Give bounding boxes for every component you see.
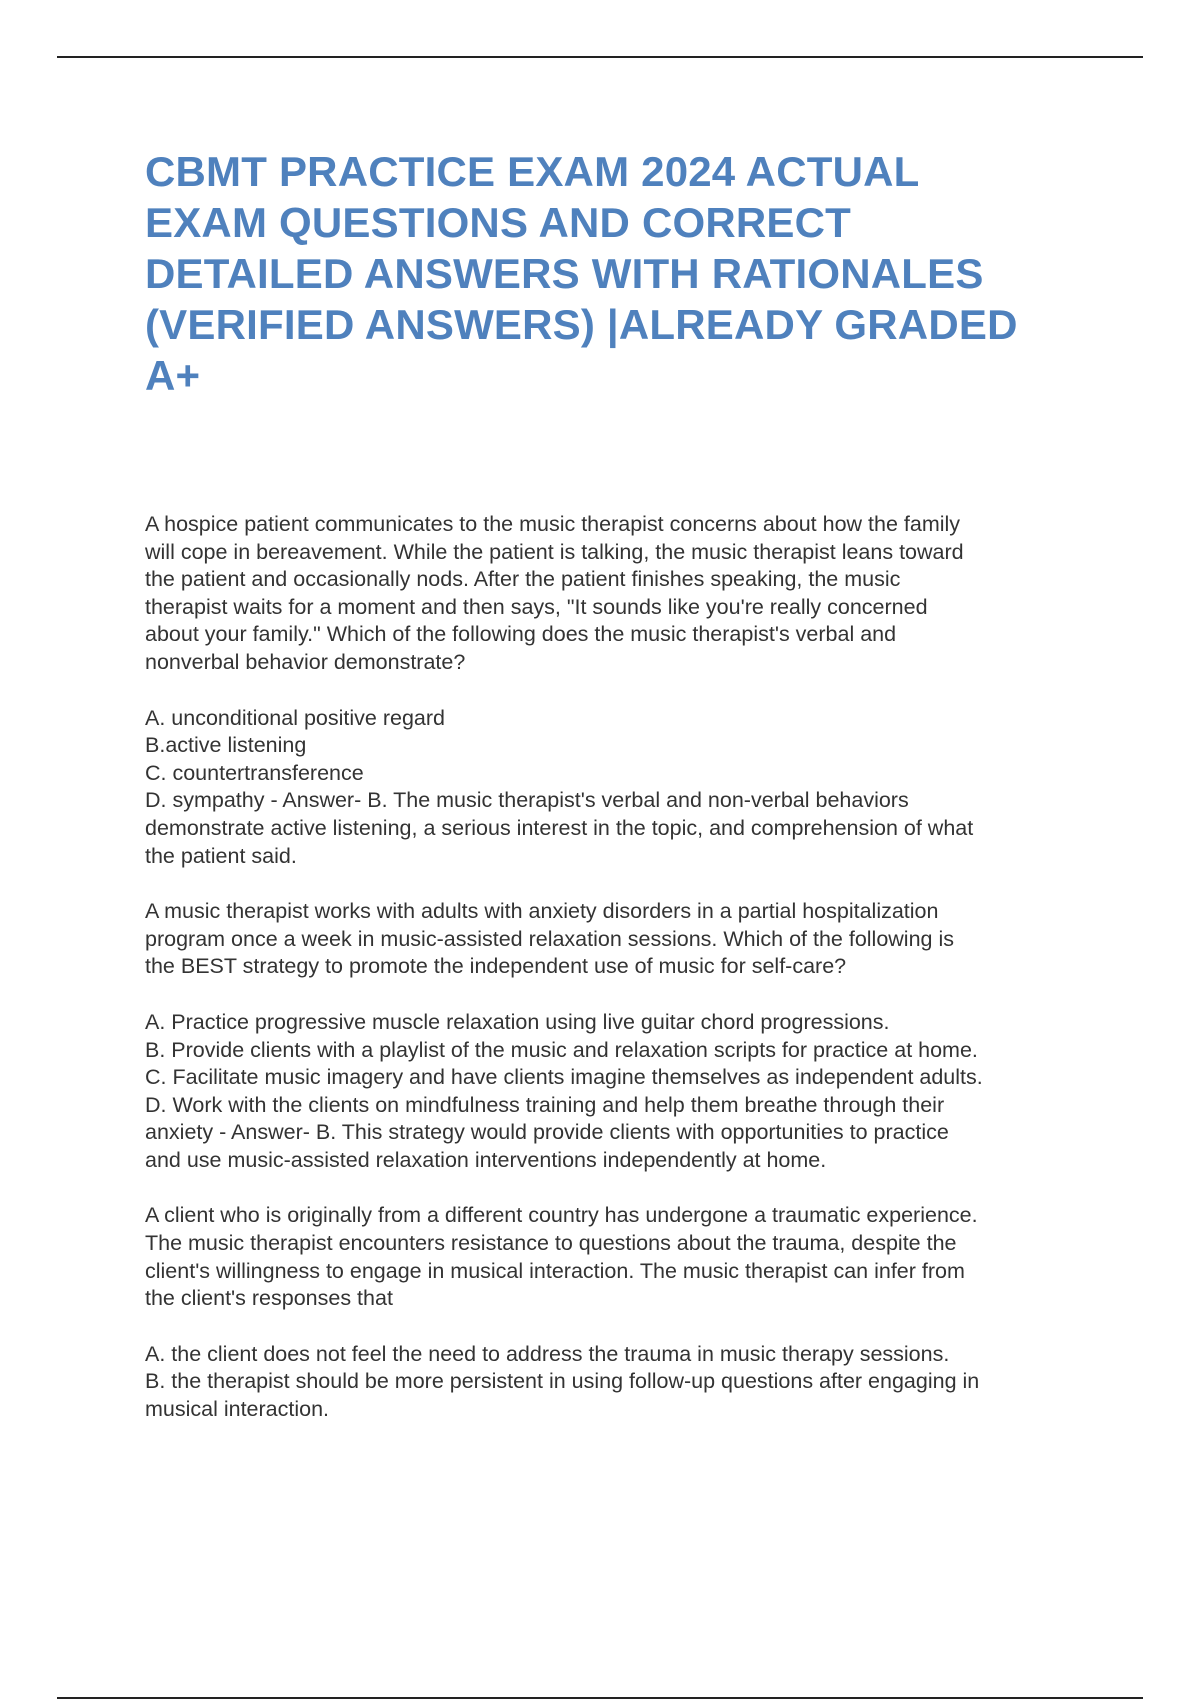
option-line: B.active listening bbox=[145, 733, 307, 758]
option-line: the patient said. bbox=[145, 843, 297, 868]
option-line: C. countertransference bbox=[145, 760, 364, 785]
bottom-rule bbox=[57, 1697, 1143, 1699]
option-line: anxiety - Answer- B. This strategy would provide clients with opportunities to practice bbox=[145, 1120, 949, 1145]
title-line: (VERIFIED ANSWERS) |ALREADY GRADED bbox=[145, 301, 1018, 348]
text-line: the BEST strategy to promote the independent use of music for self-care? bbox=[145, 954, 847, 979]
question-2-options bbox=[145, 1009, 1090, 1175]
top-rule bbox=[57, 56, 1143, 58]
text-line: The music therapist encounters resistance to questions about the trauma, despite the bbox=[145, 1231, 957, 1256]
option-line: D. sympathy - Answer- B. The music therapist's verbal and non-verbal behaviors bbox=[145, 788, 909, 813]
text-line: about your family." Which of the following does the music therapist's verbal and bbox=[145, 622, 897, 647]
spacer bbox=[145, 1313, 1090, 1341]
option-line: B. Provide clients with a playlist of the music and relaxation scripts for practice at home. bbox=[145, 1037, 978, 1062]
text-line: the client's responses that bbox=[145, 1286, 393, 1311]
document-body bbox=[145, 511, 1090, 1424]
text-line: the patient and occasionally nods. After the patient finishes speaking, the music bbox=[145, 567, 901, 592]
text-line: will cope in bereavement. While the patient is talking, the music therapist leans toward bbox=[145, 539, 964, 564]
text-line: A music therapist works with adults with anxiety disorders in a partial hospitalization bbox=[145, 899, 939, 924]
option-line: A. unconditional positive regard bbox=[145, 705, 445, 730]
title-line: DETAILED ANSWERS WITH RATIONALES bbox=[145, 250, 984, 297]
option-line: A. Practice progressive muscle relaxation using live guitar chord progressions. bbox=[145, 1009, 890, 1034]
option-line: demonstrate active listening, a serious interest in the topic, and comprehension of what bbox=[145, 815, 974, 840]
page-title bbox=[145, 146, 1085, 401]
text-line: therapist waits for a moment and then says, "It sounds like you're really concerned bbox=[145, 594, 928, 619]
option-line: A. the client does not feel the need to address the trauma in music therapy sessions. bbox=[145, 1341, 950, 1366]
option-line: B. the therapist should be more persistent in using follow-up questions after engaging in bbox=[145, 1369, 980, 1394]
spacer bbox=[145, 870, 1090, 898]
question-2-stem bbox=[145, 898, 1090, 981]
title-line: CBMT PRACTICE EXAM 2024 ACTUAL bbox=[145, 148, 920, 195]
question-1-stem bbox=[145, 511, 1090, 677]
title-line: A+ bbox=[145, 352, 201, 399]
text-line: program once a week in music-assisted relaxation sessions. Which of the following is bbox=[145, 926, 955, 951]
option-line: D. Work with the clients on mindfulness training and help them breathe through their bbox=[145, 1092, 945, 1117]
question-1-options bbox=[145, 705, 1090, 871]
question-3-stem bbox=[145, 1202, 1090, 1312]
spacer bbox=[145, 981, 1090, 1009]
title-line: EXAM QUESTIONS AND CORRECT bbox=[145, 199, 852, 246]
option-line: C. Facilitate music imagery and have clients imagine themselves as independent adults. bbox=[145, 1065, 983, 1090]
text-line: A hospice patient communicates to the music therapist concerns about how the family bbox=[145, 512, 961, 536]
spacer bbox=[145, 677, 1090, 705]
text-line: A client who is originally from a different country has undergone a traumatic experience. bbox=[145, 1203, 978, 1228]
option-line: and use music-assisted relaxation interventions independently at home. bbox=[145, 1147, 827, 1172]
question-3-options bbox=[145, 1341, 1090, 1424]
spacer bbox=[145, 1174, 1090, 1202]
text-line: nonverbal behavior demonstrate? bbox=[145, 649, 466, 674]
text-line: client's willingness to engage in musical interaction. The music therapist can infer from bbox=[145, 1258, 965, 1283]
option-line: musical interaction. bbox=[145, 1397, 330, 1422]
